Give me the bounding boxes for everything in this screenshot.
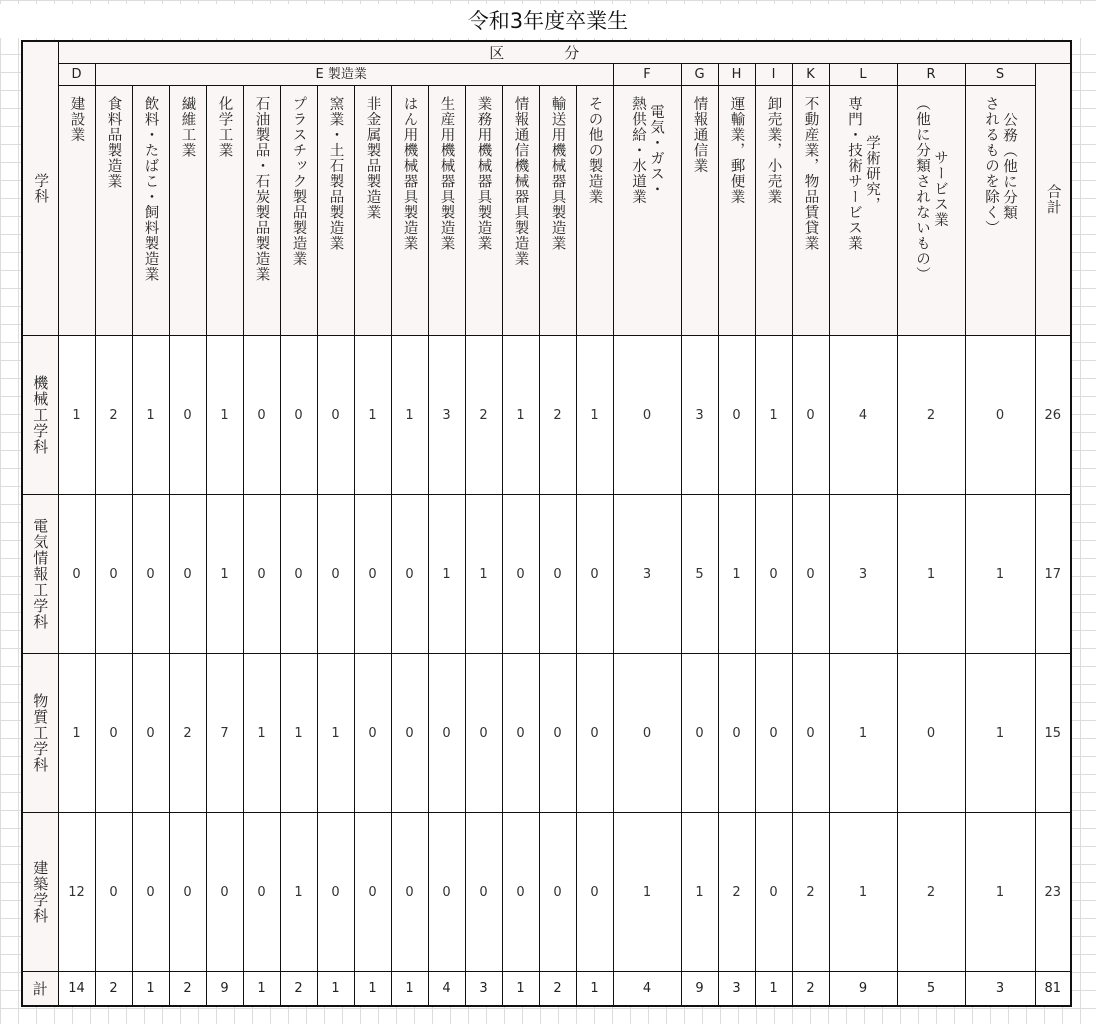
total-value: 2 — [95, 972, 132, 1006]
cell-value: 0 — [243, 495, 280, 654]
cell-value: 0 — [391, 495, 428, 654]
total-value: 1 — [391, 972, 428, 1006]
cell-value: 0 — [280, 495, 317, 654]
cell-value: 0 — [897, 654, 965, 813]
cell-value: 7 — [206, 654, 243, 813]
cell-value: 1 — [718, 495, 755, 654]
column-header-label: 化学工業 — [216, 96, 233, 158]
cell-value: 1 — [206, 495, 243, 654]
cell-value: 3 — [681, 336, 718, 495]
cell-value: 0 — [354, 495, 391, 654]
cell-value: 0 — [681, 654, 718, 813]
column-header-label: 非金属製品製造業 — [364, 96, 381, 220]
cell-value: 0 — [502, 495, 539, 654]
cell-value: 0 — [169, 336, 206, 495]
cell-value: 0 — [502, 813, 539, 972]
cell-value: 5 — [681, 495, 718, 654]
column-header-label: その他の製造業 — [586, 96, 603, 205]
row-label-text: 電気情報工学科 — [31, 518, 50, 630]
column-header-9 — [391, 86, 428, 336]
cell-value: 0 — [428, 654, 465, 813]
column-header-2 — [132, 86, 169, 336]
total-value: 9 — [829, 972, 897, 1006]
page-title: 令和3年度卒業生 — [0, 4, 1096, 38]
cell-value: 0 — [755, 813, 792, 972]
row-label — [22, 336, 58, 495]
column-header-21 — [897, 86, 965, 336]
cell-value: 0 — [317, 495, 354, 654]
total-value: 2 — [169, 972, 206, 1006]
column-header-label: サービス業 （他に分類されないもの） — [914, 96, 948, 282]
cell-value: 1 — [354, 336, 391, 495]
code-H: H — [718, 64, 755, 86]
column-header-16 — [681, 86, 718, 336]
column-header-label: 生産用機械器具製造業 — [438, 96, 455, 251]
cell-value: 2 — [792, 813, 829, 972]
row-total: 17 — [1035, 495, 1071, 654]
cell-value: 0 — [792, 336, 829, 495]
cell-value: 0 — [169, 813, 206, 972]
column-header-8 — [354, 86, 391, 336]
table-row — [22, 495, 1071, 654]
cell-value: 1 — [465, 495, 502, 654]
cell-value: 0 — [428, 813, 465, 972]
header-kubun: 区分 — [58, 41, 1071, 64]
column-header-label: 不動産業，物品賃貸業 — [802, 96, 819, 251]
row-label — [22, 813, 58, 972]
column-header-22 — [965, 86, 1035, 336]
total-value: 4 — [428, 972, 465, 1006]
column-header-label: 業務用機械器具製造業 — [475, 96, 492, 251]
cell-value: 1 — [428, 495, 465, 654]
total-value: 1 — [317, 972, 354, 1006]
cell-value: 3 — [829, 495, 897, 654]
column-header-label: 飲料・たばこ・飼料製造業 — [142, 96, 159, 282]
column-header-19 — [792, 86, 829, 336]
column-header-label: プラスチック製品製造業 — [290, 96, 307, 267]
cell-value: 0 — [576, 813, 613, 972]
cell-value: 0 — [718, 654, 755, 813]
code-G: G — [681, 64, 718, 86]
cell-value: 2 — [95, 336, 132, 495]
total-value: 1 — [576, 972, 613, 1006]
cell-value: 3 — [613, 495, 681, 654]
column-header-label: 食料品製造業 — [105, 96, 122, 189]
cell-value: 1 — [965, 813, 1035, 972]
total-value: 1 — [354, 972, 391, 1006]
cell-value: 0 — [502, 654, 539, 813]
cell-value: 0 — [317, 813, 354, 972]
row-label-text: 建築学科 — [31, 860, 50, 924]
column-header-15 — [613, 86, 681, 336]
column-header-label: 卸売業，小売業 — [765, 96, 782, 205]
column-header-label: 公務（他に分類 されるものを除く） — [983, 96, 1017, 236]
cell-value: 0 — [613, 336, 681, 495]
cell-value: 0 — [317, 336, 354, 495]
row-label-text: 機械工学科 — [31, 375, 50, 455]
cell-value: 1 — [576, 336, 613, 495]
cell-value: 0 — [465, 813, 502, 972]
table-row — [22, 336, 1071, 495]
code-L: L — [829, 64, 897, 86]
cell-value: 2 — [539, 336, 576, 495]
cell-value: 0 — [95, 654, 132, 813]
column-header-label: 運輸業，郵便業 — [728, 96, 745, 205]
column-header-12 — [502, 86, 539, 336]
cell-value: 2 — [718, 813, 755, 972]
cell-value: 0 — [792, 495, 829, 654]
cell-value: 1 — [58, 654, 95, 813]
row-label — [22, 654, 58, 813]
cell-value: 0 — [354, 654, 391, 813]
cell-value: 0 — [243, 813, 280, 972]
cell-value: 0 — [132, 813, 169, 972]
table-row — [22, 654, 1071, 813]
cell-value: 1 — [502, 336, 539, 495]
column-header-5 — [243, 86, 280, 336]
total-value: 3 — [465, 972, 502, 1006]
cell-value: 1 — [280, 813, 317, 972]
column-header-label: はん用機械器具製造業 — [401, 96, 418, 251]
cell-value: 1 — [681, 813, 718, 972]
cell-value: 1 — [965, 654, 1035, 813]
column-header-label: 電気・ガス・ 熱供給・水道業 — [630, 96, 664, 205]
cell-value: 0 — [755, 495, 792, 654]
cell-value: 0 — [965, 336, 1035, 495]
header-gakka: 学科 — [22, 41, 58, 336]
total-value: 14 — [58, 972, 95, 1006]
cell-value: 1 — [965, 495, 1035, 654]
column-header-6 — [280, 86, 317, 336]
total-value: 3 — [965, 972, 1035, 1006]
total-value: 2 — [539, 972, 576, 1006]
column-header-1 — [95, 86, 132, 336]
column-header-label: 繊維工業 — [179, 96, 196, 158]
column-header-20 — [829, 86, 897, 336]
cell-value: 0 — [95, 813, 132, 972]
cell-value: 1 — [317, 654, 354, 813]
cell-value: 1 — [897, 495, 965, 654]
cell-value: 0 — [539, 495, 576, 654]
total-value: 1 — [502, 972, 539, 1006]
code-K: K — [792, 64, 829, 86]
code-R: R — [897, 64, 965, 86]
row-total: 15 — [1035, 654, 1071, 813]
grand-total: 81 — [1035, 972, 1071, 1006]
cell-value: 12 — [58, 813, 95, 972]
cell-value: 1 — [391, 336, 428, 495]
total-value: 3 — [718, 972, 755, 1006]
cell-value: 2 — [897, 336, 965, 495]
column-header-4 — [206, 86, 243, 336]
column-header-label: 窯業・土石製品製造業 — [327, 96, 344, 251]
cell-value: 0 — [465, 654, 502, 813]
cell-value: 1 — [829, 654, 897, 813]
code-S: S — [965, 64, 1035, 86]
cell-value: 4 — [829, 336, 897, 495]
cell-value: 0 — [576, 654, 613, 813]
code-F: F — [613, 64, 681, 86]
cell-value: 0 — [169, 495, 206, 654]
total-value: 2 — [792, 972, 829, 1006]
column-header-18 — [755, 86, 792, 336]
cell-value: 1 — [613, 813, 681, 972]
column-header-label: 石油製品・石炭製品製造業 — [253, 96, 270, 282]
total-value: 1 — [755, 972, 792, 1006]
total-value: 2 — [280, 972, 317, 1006]
cell-value: 0 — [354, 813, 391, 972]
cell-value: 0 — [539, 813, 576, 972]
column-header-13 — [539, 86, 576, 336]
total-value: 1 — [243, 972, 280, 1006]
column-header-3 — [169, 86, 206, 336]
code-E: E 製造業 — [95, 64, 613, 86]
cell-value: 0 — [391, 654, 428, 813]
row-total: 26 — [1035, 336, 1071, 495]
cell-value: 1 — [829, 813, 897, 972]
column-header-label: 学術研究， 専門・技術サービス業 — [846, 96, 880, 251]
table-row — [22, 813, 1071, 972]
cell-value: 1 — [132, 336, 169, 495]
column-header-14 — [576, 86, 613, 336]
row-total: 23 — [1035, 813, 1071, 972]
code-I: I — [755, 64, 792, 86]
total-value: 1 — [132, 972, 169, 1006]
cell-value: 1 — [58, 336, 95, 495]
cell-value: 0 — [539, 654, 576, 813]
header-gokei: 合計 — [1035, 64, 1071, 336]
cell-value: 2 — [169, 654, 206, 813]
cell-value: 1 — [755, 336, 792, 495]
cell-value: 0 — [132, 654, 169, 813]
cell-value: 0 — [755, 654, 792, 813]
graduates-employment-table — [21, 40, 1072, 1007]
row-label — [22, 495, 58, 654]
column-header-label: 情報通信機械器具製造業 — [512, 96, 529, 267]
cell-value: 0 — [391, 813, 428, 972]
column-header-11 — [465, 86, 502, 336]
column-header-7 — [317, 86, 354, 336]
total-value: 4 — [613, 972, 681, 1006]
total-value: 9 — [206, 972, 243, 1006]
column-header-10 — [428, 86, 465, 336]
cell-value: 1 — [280, 654, 317, 813]
cell-value: 3 — [428, 336, 465, 495]
cell-value: 0 — [718, 336, 755, 495]
totals-label: 計 — [22, 972, 58, 1006]
cell-value: 0 — [58, 495, 95, 654]
cell-value: 0 — [792, 654, 829, 813]
column-header-label: 建設業 — [68, 96, 85, 143]
row-label-text: 物質工学科 — [31, 693, 50, 773]
cell-value: 0 — [576, 495, 613, 654]
cell-value: 0 — [132, 495, 169, 654]
cell-value: 1 — [243, 654, 280, 813]
total-value: 9 — [681, 972, 718, 1006]
column-header-0 — [58, 86, 95, 336]
cell-value: 0 — [613, 654, 681, 813]
cell-value: 1 — [206, 336, 243, 495]
cell-value: 0 — [243, 336, 280, 495]
cell-value: 2 — [465, 336, 502, 495]
cell-value: 0 — [280, 336, 317, 495]
column-header-17 — [718, 86, 755, 336]
cell-value: 2 — [897, 813, 965, 972]
code-D: D — [58, 64, 95, 86]
column-header-label: 情報通信業 — [691, 96, 708, 174]
cell-value: 0 — [206, 813, 243, 972]
cell-value: 0 — [95, 495, 132, 654]
column-header-label: 輸送用機械器具製造業 — [549, 96, 566, 251]
total-value: 5 — [897, 972, 965, 1006]
